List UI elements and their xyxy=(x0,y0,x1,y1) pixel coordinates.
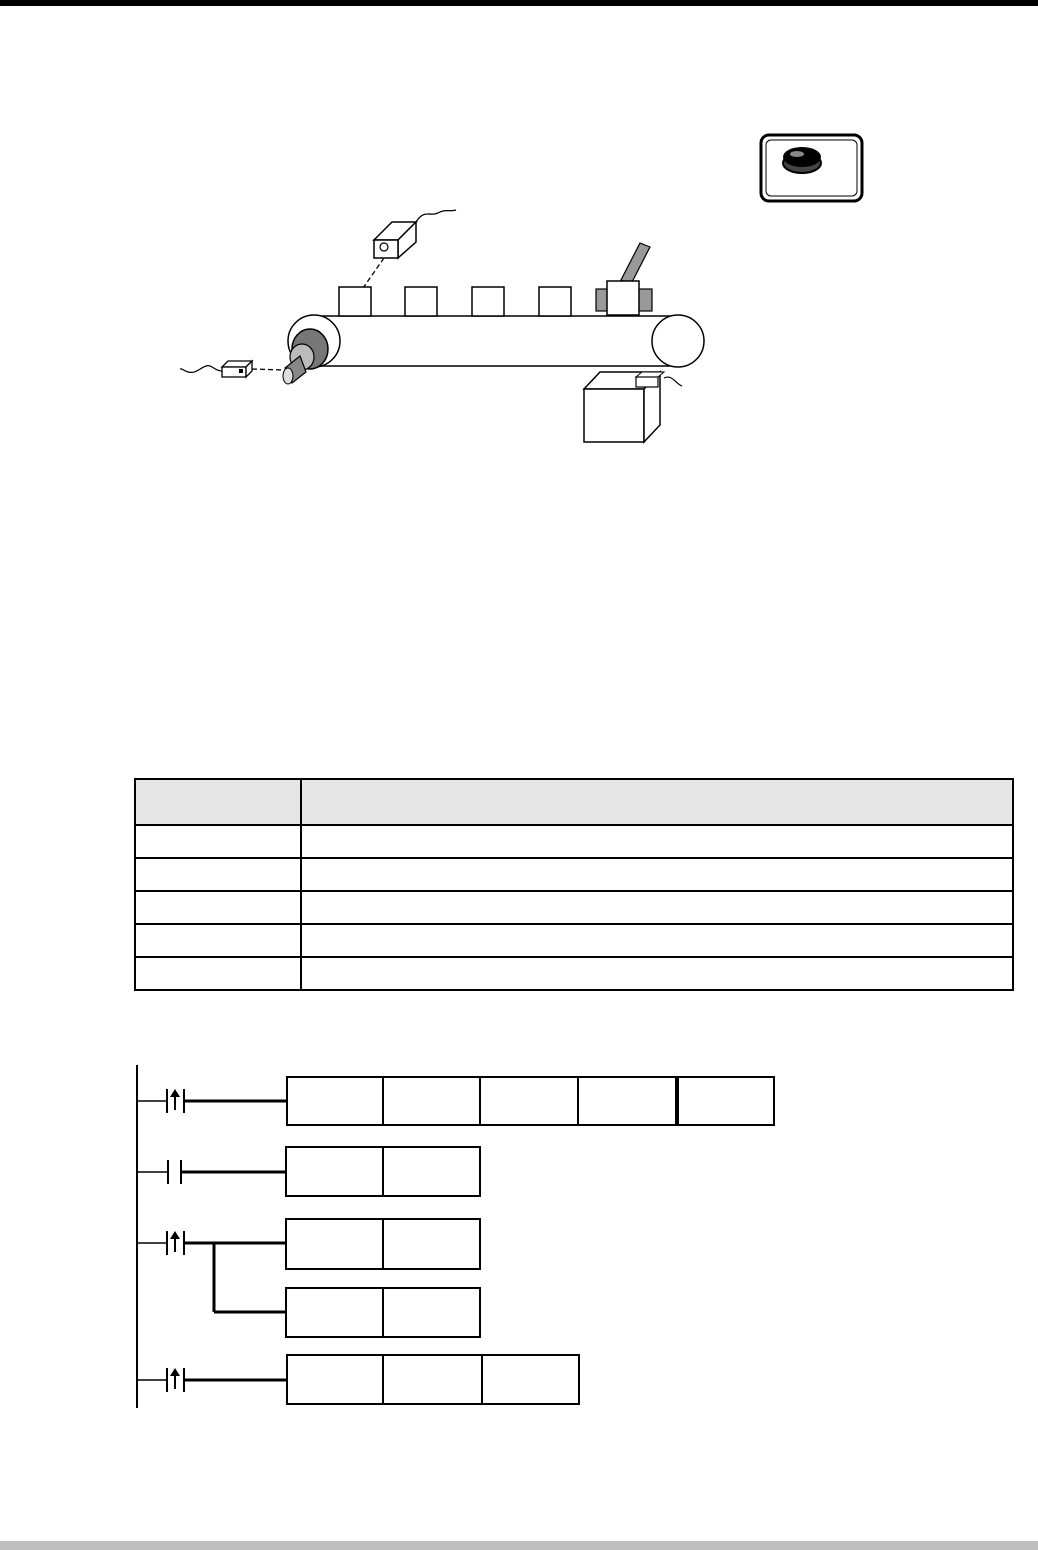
pneumatic-pusher-icon xyxy=(596,243,652,315)
table-cell xyxy=(135,858,301,891)
table-cell xyxy=(301,825,1013,858)
ladder-rung-4 xyxy=(137,1355,579,1404)
ladder-rung-3 xyxy=(137,1219,480,1337)
table-row xyxy=(135,858,1013,891)
table-row xyxy=(135,924,1013,957)
table-header-cell xyxy=(301,779,1013,825)
table-header-cell xyxy=(135,779,301,825)
proximity-sensor-icon xyxy=(180,361,283,377)
table-cell xyxy=(301,924,1013,957)
table-cell xyxy=(135,825,301,858)
table-row xyxy=(135,891,1013,924)
table-cell xyxy=(135,957,301,990)
table-header-row xyxy=(135,779,1013,825)
table-cell xyxy=(301,957,1013,990)
table-cell xyxy=(135,924,301,957)
table-cell xyxy=(135,891,301,924)
push-button-icon xyxy=(761,135,862,201)
table-cell xyxy=(301,858,1013,891)
table-row xyxy=(135,825,1013,858)
bottom-rule xyxy=(0,1541,1038,1550)
photoelectric-sensor-icon xyxy=(363,210,456,288)
table-row xyxy=(135,957,1013,990)
ladder-rung-1 xyxy=(137,1077,774,1125)
ladder-diagram xyxy=(137,1065,774,1408)
reject-bin-icon xyxy=(584,372,682,442)
ladder-rung-2 xyxy=(137,1147,480,1196)
io-table xyxy=(134,778,1014,991)
table-cell xyxy=(301,891,1013,924)
